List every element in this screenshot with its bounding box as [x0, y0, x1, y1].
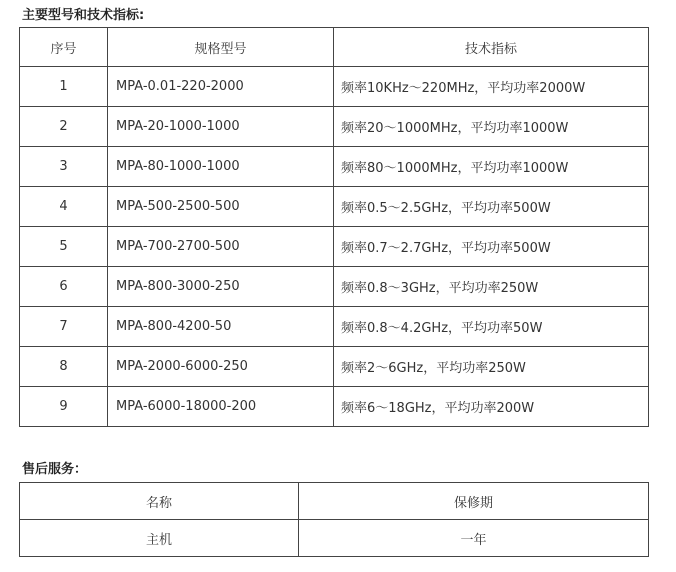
cell-spec: 频率10KHz～220MHz，平均功率2000W — [334, 67, 649, 107]
cell-model: MPA-800-4200-50 — [108, 307, 334, 347]
cell-spec: 频率80～1000MHz，平均功率1000W — [334, 147, 649, 187]
cell-spec: 频率6～18GHz，平均功率200W — [334, 387, 649, 427]
cell-spec: 频率0.8～3GHz，平均功率250W — [334, 267, 649, 307]
cell-spec: 频率0.7～2.7GHz，平均功率500W — [334, 227, 649, 267]
table-row — [20, 147, 649, 187]
cell-spec: 频率0.8～4.2GHz，平均功率50W — [334, 307, 649, 347]
table-row — [20, 187, 649, 227]
cell-spec: 频率2～6GHz，平均功率250W — [334, 347, 649, 387]
cell-model: MPA-2000-6000-250 — [108, 347, 334, 387]
cell-model: MPA-80-1000-1000 — [108, 147, 334, 187]
cell-serial-no: 9 — [20, 387, 108, 427]
header-warranty: 保修期 — [299, 483, 649, 520]
cell-serial-no: 8 — [20, 347, 108, 387]
table-row — [20, 520, 649, 557]
models-spec-table — [19, 27, 649, 427]
cell-serial-no: 7 — [20, 307, 108, 347]
cell-model: MPA-0.01-220-2000 — [108, 67, 334, 107]
cell-model: MPA-6000-18000-200 — [108, 387, 334, 427]
cell-serial-no: 5 — [20, 227, 108, 267]
table-row — [20, 107, 649, 147]
cell-serial-no: 1 — [20, 67, 108, 107]
cell-name: 主机 — [20, 520, 299, 557]
header-spec: 技术指标 — [334, 28, 649, 67]
table-row — [20, 307, 649, 347]
header-model: 规格型号 — [108, 28, 334, 67]
cell-serial-no: 4 — [20, 187, 108, 227]
table-row — [20, 227, 649, 267]
cell-serial-no: 2 — [20, 107, 108, 147]
table-row — [20, 347, 649, 387]
table-row — [20, 387, 649, 427]
cell-model: MPA-800-3000-250 — [108, 267, 334, 307]
cell-serial-no: 6 — [20, 267, 108, 307]
header-serial-no: 序号 — [20, 28, 108, 67]
table-header-row — [20, 483, 649, 520]
models-section-title: 主要型号和技术指标: — [22, 8, 145, 23]
cell-model: MPA-700-2700-500 — [108, 227, 334, 267]
header-name: 名称 — [20, 483, 299, 520]
service-section-title: 售后服务： — [22, 462, 88, 477]
cell-warranty: 一年 — [299, 520, 649, 557]
cell-spec: 频率20～1000MHz，平均功率1000W — [334, 107, 649, 147]
cell-model: MPA-20-1000-1000 — [108, 107, 334, 147]
cell-spec: 频率0.5～2.5GHz，平均功率500W — [334, 187, 649, 227]
after-sales-service-table — [19, 482, 649, 557]
table-row — [20, 267, 649, 307]
cell-serial-no: 3 — [20, 147, 108, 187]
cell-model: MPA-500-2500-500 — [108, 187, 334, 227]
table-row — [20, 67, 649, 107]
table-header-row — [20, 28, 649, 67]
